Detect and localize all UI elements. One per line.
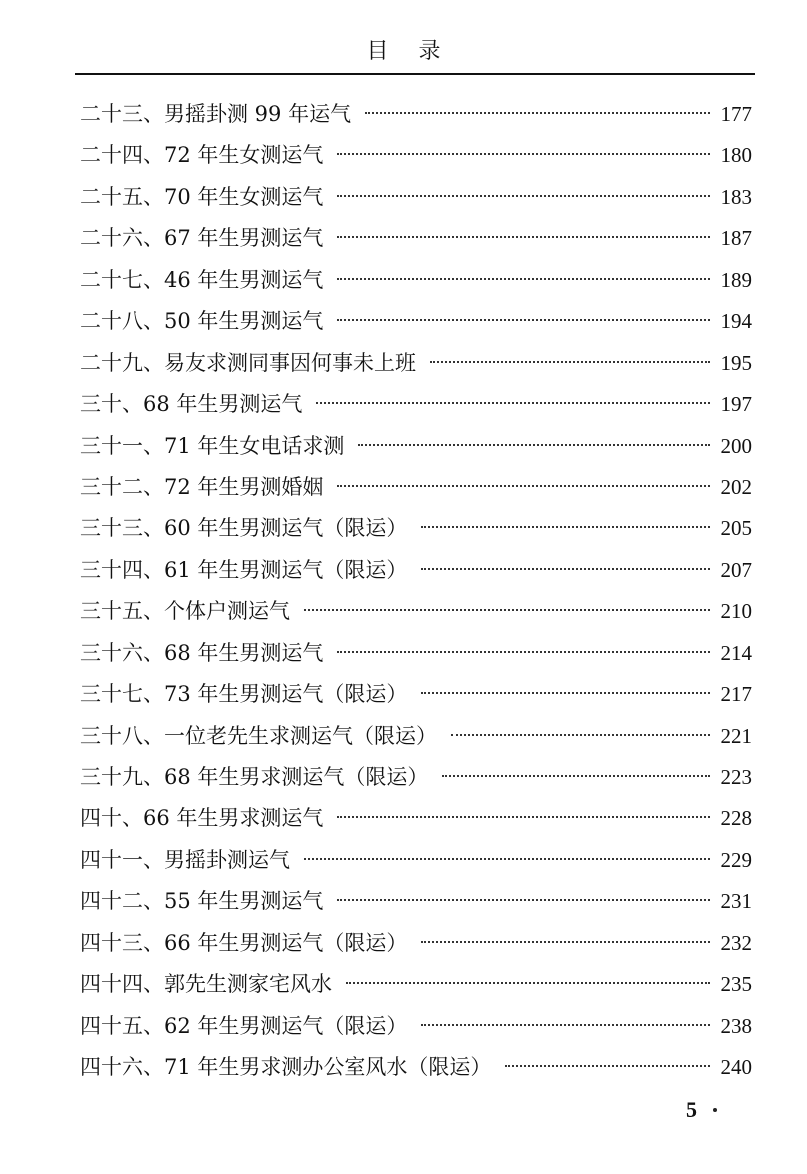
toc-entry-page: 229	[720, 847, 752, 872]
toc-entry[interactable]	[80, 467, 752, 508]
toc-leader-dots	[451, 734, 710, 736]
toc-leader-dots	[337, 319, 710, 321]
toc-entry[interactable]	[80, 218, 752, 259]
toc-entry-page: 231	[720, 889, 752, 914]
toc-entry-title: 三十八、一位老先生求测运气（限运）	[80, 723, 437, 748]
toc-leader-dots	[337, 651, 710, 653]
toc-leader-dots	[337, 195, 710, 197]
toc-leader-dots	[421, 526, 710, 528]
toc-entry-page: 217	[720, 682, 752, 707]
toc-entry-title: 三十五、个体户测运气	[80, 599, 290, 624]
toc-entry[interactable]	[80, 1006, 752, 1047]
toc-entry-title: 四十、66 年生男求测运气	[80, 806, 324, 831]
toc-entry[interactable]	[80, 633, 752, 674]
toc-leader-dots	[358, 444, 710, 446]
toc-entry[interactable]	[80, 177, 752, 218]
toc-entry[interactable]	[80, 716, 752, 757]
toc-entry[interactable]	[80, 1047, 752, 1088]
toc-entry-page: 228	[720, 806, 752, 831]
toc-entry[interactable]	[80, 301, 752, 342]
toc-entry[interactable]	[80, 260, 752, 301]
toc-leader-dots	[337, 236, 710, 238]
toc-entry-title: 二十四、72 年生女测运气	[80, 143, 324, 168]
toc-entry-page: 177	[720, 102, 752, 126]
toc-leader-dots	[365, 112, 710, 114]
toc-entry-title: 三十一、71 年生女电话求测	[80, 433, 345, 458]
toc-entry-title: 三十二、72 年生男测婚姻	[80, 474, 324, 499]
toc-entry[interactable]	[80, 757, 752, 798]
toc-entry-title: 二十三、男摇卦测 99 年运气	[80, 102, 352, 126]
toc-entry-page: 195	[720, 350, 752, 375]
toc-entry-page: 200	[720, 433, 752, 458]
toc-entry[interactable]	[80, 674, 752, 715]
toc-entry-title: 四十五、62 年生男测运气（限运）	[80, 1013, 408, 1038]
toc-entry-page: 210	[720, 599, 752, 624]
toc-entry[interactable]	[80, 840, 752, 881]
toc-entry-page: 232	[720, 930, 752, 955]
toc-leader-dots	[421, 568, 710, 570]
page-number-dot	[713, 1108, 717, 1112]
toc-entry[interactable]	[80, 135, 752, 176]
toc-entry-page: 214	[720, 640, 752, 665]
toc-entry-page: 202	[720, 474, 752, 499]
toc-entry-page: 187	[720, 226, 752, 251]
toc-entry[interactable]	[80, 384, 752, 425]
toc-entry-page: 221	[720, 723, 752, 748]
toc-entry-page: 180	[720, 143, 752, 168]
toc-entry[interactable]	[80, 426, 752, 467]
toc-entry-title: 二十七、46 年生男测运气	[80, 267, 324, 292]
toc-entry[interactable]	[80, 94, 752, 135]
toc-leader-dots	[337, 153, 710, 155]
toc-leader-dots	[337, 485, 710, 487]
toc-entry[interactable]	[80, 343, 752, 384]
toc-entry[interactable]	[80, 508, 752, 549]
toc-leader-dots	[316, 402, 710, 404]
toc-entry-title: 二十五、70 年生女测运气	[80, 184, 324, 209]
toc-leader-dots	[421, 941, 710, 943]
toc-entry-title: 四十六、71 年生男求测办公室风水（限运）	[80, 1055, 492, 1080]
toc-entry-page: 189	[720, 267, 752, 292]
toc-entry-title: 四十一、男摇卦测运气	[80, 847, 290, 872]
toc-entry-title: 三十四、61 年生男测运气（限运）	[80, 557, 408, 582]
toc-leader-dots	[421, 692, 710, 694]
toc-entry-title: 三十六、68 年生男测运气	[80, 640, 324, 665]
toc-entry-title: 二十九、易友求测同事因何事未上班	[80, 350, 416, 375]
toc-entry[interactable]	[80, 923, 752, 964]
toc-entry-title: 四十二、55 年生男测运气	[80, 889, 324, 914]
toc-leader-dots	[505, 1065, 710, 1067]
toc-leader-dots	[337, 278, 710, 280]
toc-entry-title: 四十三、66 年生男测运气（限运）	[80, 930, 408, 955]
toc-entry[interactable]	[80, 591, 752, 632]
page-number: 5	[686, 1097, 697, 1122]
header-rule	[75, 73, 755, 75]
toc-entry-page: 240	[720, 1055, 752, 1080]
toc-entry-page: 207	[720, 557, 752, 582]
toc-leader-dots	[337, 816, 710, 818]
toc-entry[interactable]	[80, 964, 752, 1005]
toc-entry[interactable]	[80, 798, 752, 839]
toc-entry-page: 205	[720, 516, 752, 541]
toc-entry-page: 223	[720, 765, 752, 789]
page-title: 目录	[366, 39, 471, 64]
table-of-contents	[80, 94, 752, 1089]
toc-leader-dots	[421, 1024, 710, 1026]
toc-entry-title: 二十八、50 年生男测运气	[80, 309, 324, 334]
toc-entry-title: 三十九、68 年生男求测运气（限运）	[80, 765, 429, 789]
toc-entry-title: 三十七、73 年生男测运气（限运）	[80, 682, 408, 707]
toc-entry[interactable]	[80, 881, 752, 922]
toc-entry-title: 三十、68 年生男测运气	[80, 392, 303, 417]
toc-leader-dots	[430, 361, 710, 363]
toc-entry-page: 194	[720, 309, 752, 334]
toc-entry[interactable]	[80, 550, 752, 591]
toc-entry-page: 197	[720, 392, 752, 417]
toc-leader-dots	[337, 899, 710, 901]
toc-entry-page: 238	[720, 1013, 752, 1038]
toc-leader-dots	[442, 775, 710, 777]
toc-entry-title: 四十四、郭先生测家宅风水	[80, 972, 332, 997]
toc-leader-dots	[304, 609, 710, 611]
toc-entry-title: 二十六、67 年生男测运气	[80, 226, 324, 251]
toc-leader-dots	[304, 858, 710, 860]
toc-entry-title: 三十三、60 年生男测运气（限运）	[80, 516, 408, 541]
toc-entry-page: 183	[720, 184, 752, 209]
toc-leader-dots	[346, 982, 710, 984]
toc-entry-page: 235	[720, 972, 752, 997]
